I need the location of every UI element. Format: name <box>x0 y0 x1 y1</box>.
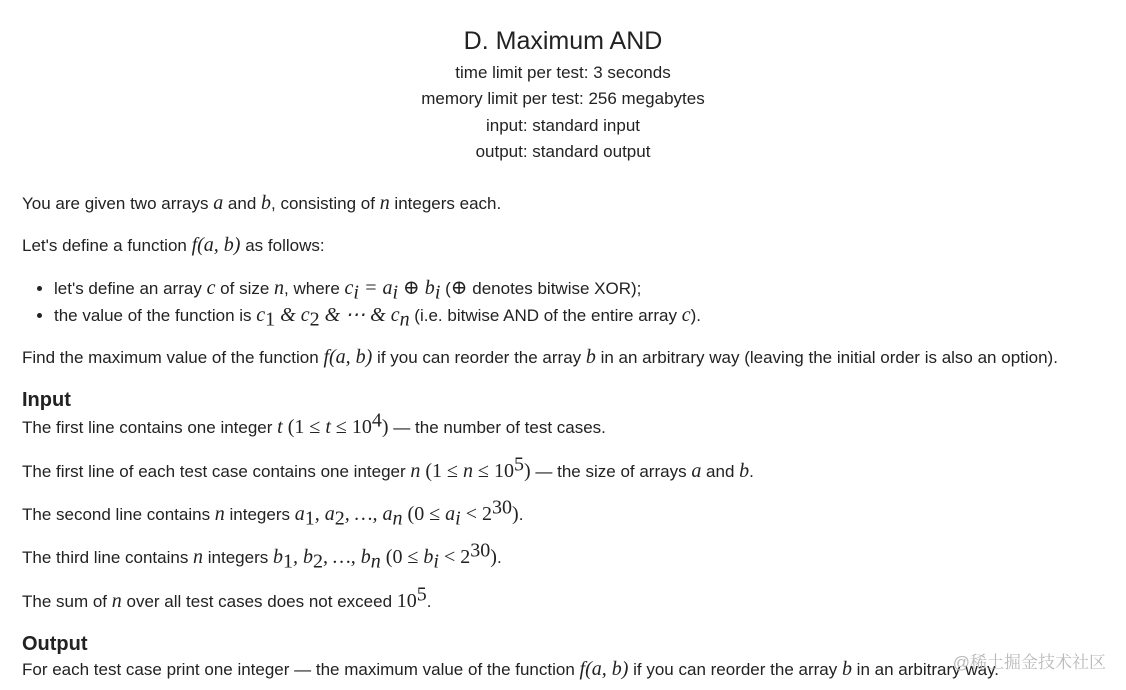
math: ) <box>490 546 497 568</box>
list-item <box>54 302 701 329</box>
math: ⊕ b <box>398 277 435 299</box>
xor-symbol: ⊕ <box>450 277 468 299</box>
math-subscript: i <box>455 507 461 530</box>
math: n <box>214 503 225 525</box>
problem-header <box>0 22 1126 165</box>
math: c <box>681 304 691 326</box>
math-superscript: 30 <box>492 496 513 519</box>
text: in an arbitrary way. <box>851 660 1000 679</box>
math: a <box>294 503 305 525</box>
text: — the size of arrays <box>530 462 692 481</box>
math: n <box>111 590 122 612</box>
math: a <box>445 503 456 525</box>
text: You are given two arrays <box>22 194 214 213</box>
math-superscript: 4 <box>371 409 382 432</box>
text: The third line contains <box>22 548 194 567</box>
math: c <box>344 277 354 299</box>
math: b <box>739 460 750 482</box>
math: , …, b <box>322 546 371 568</box>
text: in an arbitrary way (leaving the initial order is also an option). <box>595 348 1058 367</box>
text: ). <box>690 306 701 325</box>
math: (0 ≤ <box>380 546 424 568</box>
math: a <box>213 192 224 214</box>
time-limit: time limit per test: 3 seconds <box>455 63 671 82</box>
input-line-4 <box>22 539 502 573</box>
math: = a <box>358 277 393 299</box>
text: For each test case print one integer — the maximum value of the function <box>22 660 580 679</box>
text: . <box>426 592 432 611</box>
input-line-3 <box>22 496 524 530</box>
math: , …, a <box>344 503 393 525</box>
math: < 2 <box>438 546 471 568</box>
text: (i.e. bitwise AND of the entire array <box>409 306 682 325</box>
math: 10 <box>396 590 417 612</box>
math-superscript: 5 <box>514 453 525 476</box>
input-line-5 <box>22 583 432 614</box>
math-superscript: 5 <box>416 583 427 606</box>
math: a <box>691 460 702 482</box>
text: The second line contains <box>22 505 215 524</box>
math: f(a, b) <box>191 234 241 256</box>
math: (1 ≤ <box>282 416 326 438</box>
text: integers <box>224 505 295 524</box>
text: Let's define a function <box>22 236 192 255</box>
memory-limit: memory limit per test: 256 megabytes <box>421 89 705 109</box>
math: b <box>841 658 852 680</box>
text: let's define an array <box>54 279 207 298</box>
math: b <box>585 346 596 368</box>
math-subscript: 1 <box>265 308 276 331</box>
math-subscript: 1 <box>304 507 315 530</box>
math: n <box>193 546 204 568</box>
input-line-2 <box>22 453 754 484</box>
math-subscript: i <box>433 550 439 573</box>
text: Find the maximum value of the function <box>22 348 324 367</box>
output-heading: Output <box>22 633 88 655</box>
definition-list <box>22 275 701 329</box>
list-item <box>54 275 701 302</box>
math: (0 ≤ <box>402 503 446 525</box>
statement-paragraph-2 <box>22 233 325 258</box>
math: n <box>410 460 421 482</box>
math: f(a, b) <box>579 658 629 680</box>
math: ≤ 10 <box>473 460 515 482</box>
text: as follows: <box>240 236 325 255</box>
input-heading: Input <box>22 389 71 411</box>
text: integers <box>203 548 273 567</box>
text: over all test cases does not exceed <box>121 592 397 611</box>
math-subscript: i <box>434 281 441 304</box>
text: , consisting of <box>271 194 380 213</box>
math: f(a, b) <box>323 346 373 368</box>
output-line-1 <box>22 657 999 682</box>
math: b <box>272 546 283 568</box>
math: , a <box>314 503 335 525</box>
text: ( <box>440 279 451 298</box>
problem-title: D. Maximum AND <box>463 27 663 55</box>
math: n <box>274 277 285 299</box>
text: of size <box>215 279 275 298</box>
math: , b <box>292 546 313 568</box>
input-line-1 <box>22 409 606 440</box>
math-subscript: i <box>392 281 399 304</box>
text: The first line contains one integer <box>22 418 278 437</box>
text: and <box>223 194 262 213</box>
text: , where <box>284 279 345 298</box>
text: . <box>749 462 754 481</box>
math: (1 ≤ <box>420 460 464 482</box>
text: if you can reorder the array <box>372 348 586 367</box>
text: the value of the function is <box>54 306 257 325</box>
math: ) <box>381 416 389 438</box>
math: c <box>256 304 266 326</box>
math-subscript: 2 <box>309 308 320 331</box>
math: ) <box>512 503 519 525</box>
math-subscript: i <box>353 281 359 304</box>
math-subscript: 2 <box>312 550 323 573</box>
math: ) <box>524 460 531 482</box>
text: if you can reorder the array <box>628 660 842 679</box>
watermark: @稀土掘金技术社区 <box>952 653 1106 672</box>
text: The sum of <box>22 592 112 611</box>
math-subscript: n <box>392 507 403 530</box>
text: integers each. <box>389 194 502 213</box>
text: and <box>701 462 740 481</box>
input-spec: input: standard input <box>485 115 641 135</box>
math: b <box>261 192 272 214</box>
statement-paragraph-3 <box>22 345 1058 370</box>
math: b <box>423 546 434 568</box>
math: ≤ 10 <box>330 416 372 438</box>
text: denotes bitwise XOR); <box>467 279 642 298</box>
math: c <box>206 277 216 299</box>
math: t <box>325 416 331 438</box>
math-subscript: 2 <box>334 507 345 530</box>
text: . <box>496 548 502 567</box>
math-subscript: n <box>370 550 381 573</box>
text: The first line of each test case contains one integer <box>22 462 411 481</box>
math-subscript: n <box>399 308 410 331</box>
text: . <box>518 505 524 524</box>
statement-paragraph-1 <box>22 191 501 216</box>
math-subscript: 1 <box>282 550 293 573</box>
math: & ⋯ & c <box>319 304 400 326</box>
math: & c <box>275 304 310 326</box>
text: — the number of test cases. <box>388 418 606 437</box>
math: n <box>379 192 390 214</box>
math: < 2 <box>460 503 493 525</box>
math-superscript: 30 <box>470 539 491 562</box>
output-spec: output: standard output <box>475 141 651 161</box>
math: n <box>463 460 474 482</box>
math: t <box>277 416 283 438</box>
